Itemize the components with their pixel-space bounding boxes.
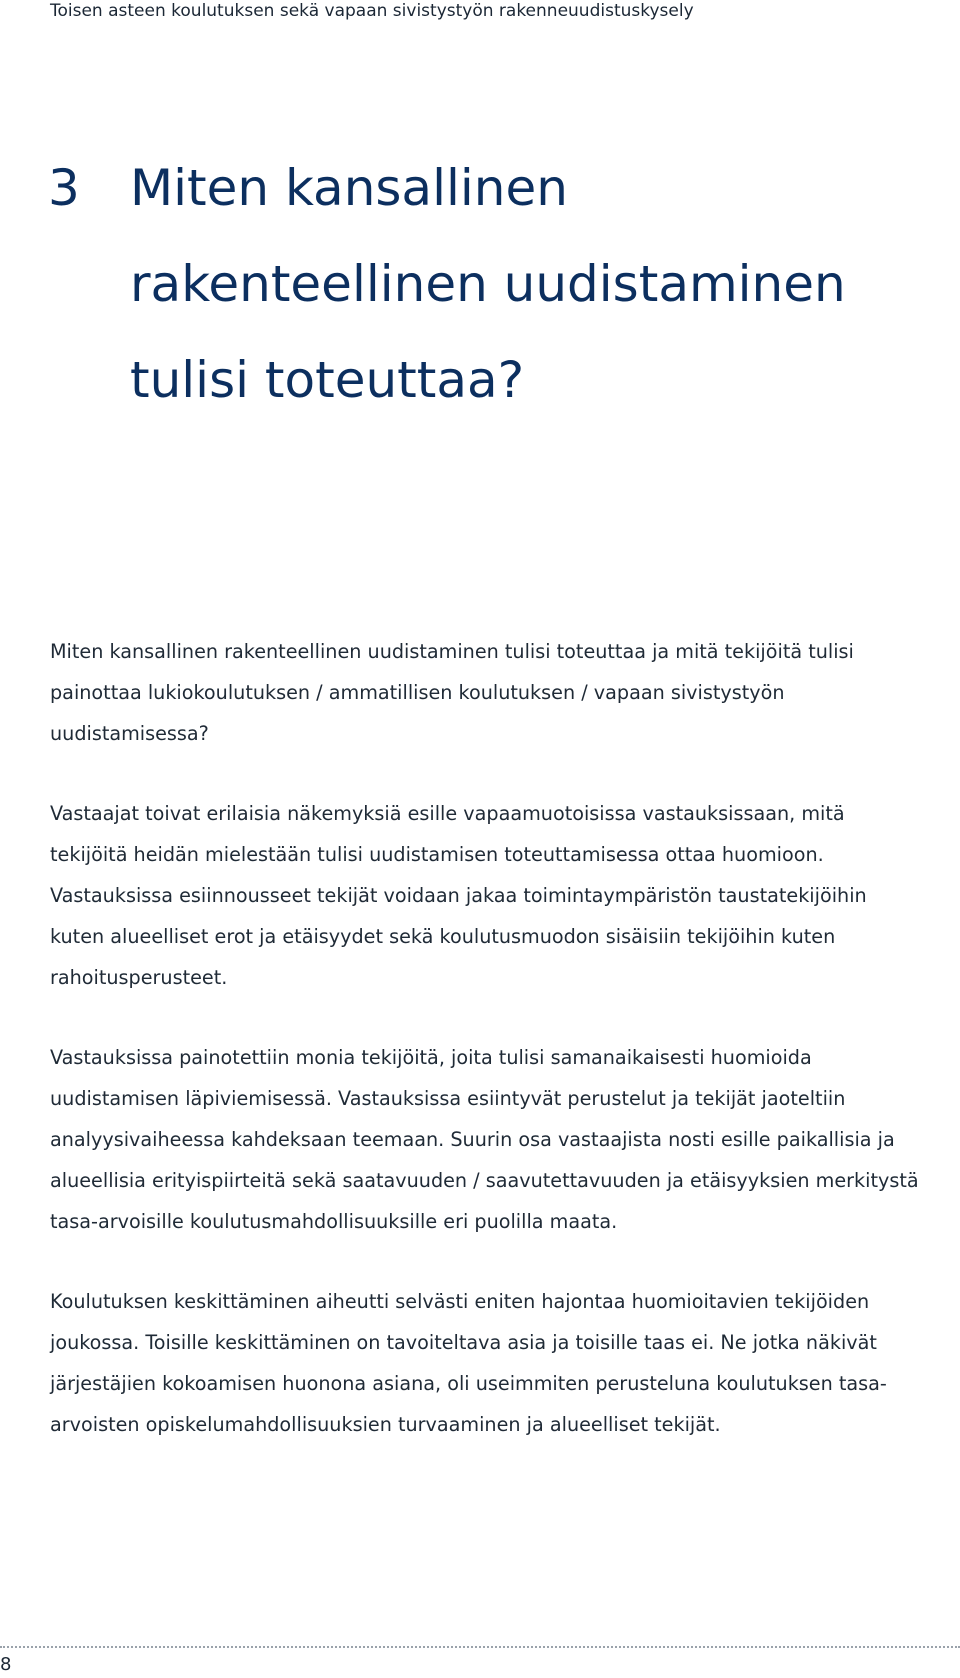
page-number: 8: [0, 1654, 12, 1675]
body-text: [50, 631, 926, 1484]
footer-divider: [0, 1646, 960, 1648]
paragraph: Vastauksissa painotettiin monia tekijöitä, joita tulisi samanaikaisesti huomioida uudistamisen läpiviemisessä. Vastauksissa esiintyvät perustelut ja tekijät jaoteltiin analyysivaiheessa kahdeksaan teemaan. Suurin osa vastaajista nosti esille paikallisia ja alueellisia erityispiirteitä sekä saatavuuden / saavutettavuuden ja etäisyyksien merkitystä tasa-arvoisille koulutusmahdollisuuksille eri puolilla maata.: [50, 1046, 919, 1233]
running-header: Toisen asteen koulutuksen sekä vapaan sivistystyön rakenneuudistuskysely: [50, 1, 694, 21]
chapter-number: 3: [48, 159, 80, 217]
chapter-title: [48, 140, 928, 428]
paragraph: Koulutuksen keskittäminen aiheutti selvästi eniten hajontaa huomioitavien tekijöiden joukossa. Toisille keskittäminen on tavoiteltava asia ja toisille taas ei. Ne jotka näkivät järjestäjien kokoamisen huonona asiana, oli useimmiten perusteluna koulutuksen tasa-arvoisten opiskelumahdollisuuksien turvaaminen ja alueelliset tekijät.: [50, 1290, 887, 1436]
paragraph-question: Miten kansallinen rakenteellinen uudistaminen tulisi toteuttaa ja mitä tekijöitä tulisi painottaa lukiokoulutuksen / ammatillisen koulutuksen / vapaan sivistystyön uudistamisessa?: [50, 640, 854, 745]
chapter-title-text: Miten kansallinen rakenteellinen uudistaminen tulisi toteuttaa?: [130, 159, 846, 409]
paragraph: Vastaajat toivat erilaisia näkemyksiä esille vapaamuotoisissa vastauksissaan, mitä tekijöitä heidän mielestään tulisi uudistamisen toteuttamisessa ottaa huomioon. Vastauksissa esiinnousseet tekijät voidaan jakaa toimintaympäristön taustatekijöihin kuten alueelliset erot ja etäisyydet sekä koulutusmuodon sisäisiin tekijöihin kuten rahoitusperusteet.: [50, 802, 867, 989]
